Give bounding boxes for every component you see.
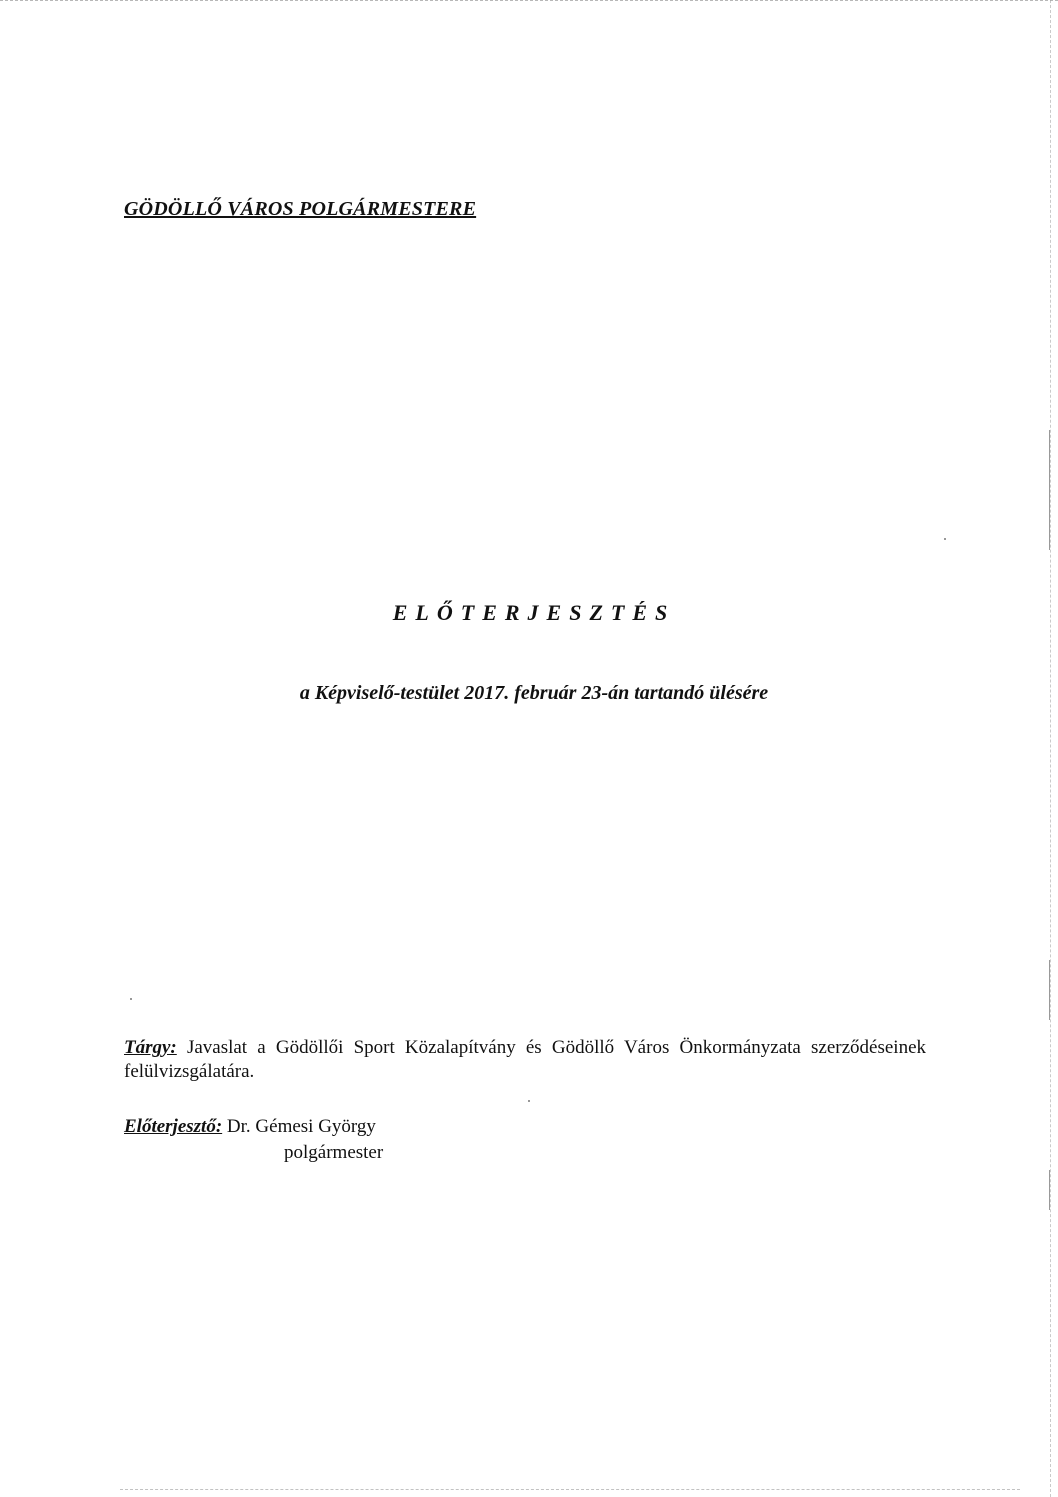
subject-block xyxy=(124,1036,926,1084)
scan-speck xyxy=(130,998,132,1000)
subject-label: Tárgy: xyxy=(124,1037,177,1058)
submitter-block xyxy=(124,1114,376,1140)
subject-text: Javaslat a Gödöllői Sport Közalapítvány és Gödöllő Város Önkormányzata szerződéseinek felülvizsgálatára. xyxy=(124,1037,926,1082)
scan-speck xyxy=(528,1100,530,1102)
scan-edge-right xyxy=(1050,0,1052,1497)
submitter-label: Előterjesztő: xyxy=(124,1116,223,1137)
scan-edge-top xyxy=(0,0,1058,4)
document-subtitle: a Képviselő-testület 2017. február 23-án tartandó ülésére xyxy=(299,682,769,704)
scan-edge-bottom xyxy=(120,1489,1020,1492)
scan-speck xyxy=(944,538,946,540)
scan-mark-right xyxy=(1049,960,1050,1020)
scan-mark-right xyxy=(1049,430,1050,550)
scan-mark-right xyxy=(1049,1170,1050,1210)
submitter-name: Dr. Gémesi György xyxy=(226,1116,376,1137)
document-title: ELŐTERJESZTÉS xyxy=(392,600,676,625)
submitter-role: polgármester xyxy=(284,1142,384,1163)
issuer-heading: GÖDÖLLŐ VÁROS POLGÁRMESTERE xyxy=(124,198,477,220)
